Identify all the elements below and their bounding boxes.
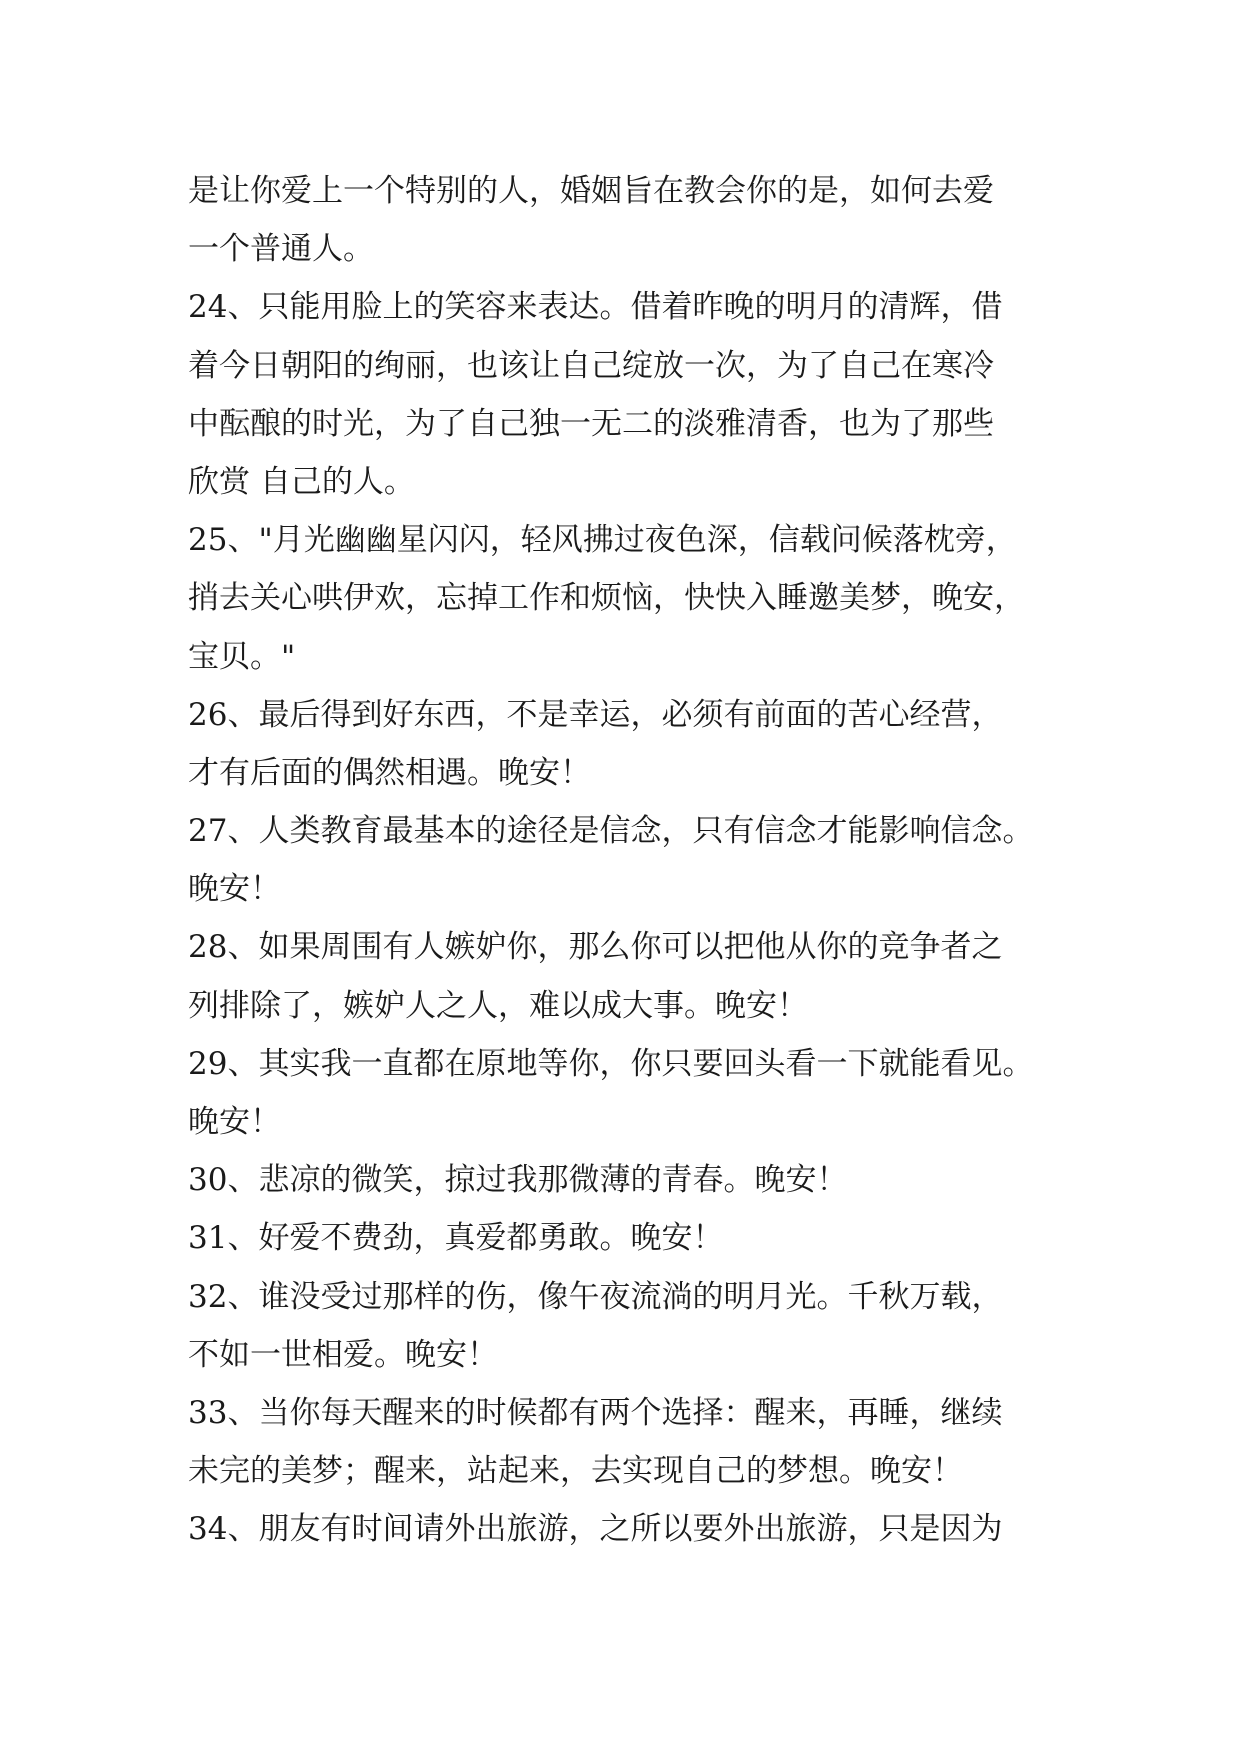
text-line: 一个普通人。 — [188, 231, 374, 268]
text-line: 欣赏 自己的人。 — [188, 463, 415, 500]
text-line: 32、谁没受过那样的伤，像午夜流淌的明月光。千秋万载， — [188, 1278, 1003, 1315]
text-line: 27、人类教育最基本的途径是信念，只有信念才能影响信念。 — [188, 813, 1034, 850]
text-line: 是让你爱上一个特别的人，婚姻旨在教会你的是，如何去爱 — [188, 173, 994, 209]
text-line: 24、只能用脸上的笑容来表达。借着昨晚的明月的清辉，借 — [188, 289, 1003, 326]
text-line: 34、朋友有时间请外出旅游，之所以要外出旅游，只是因为 — [188, 1511, 1003, 1548]
text-line: 30、悲凉的微笑，掠过我那微薄的青春。晚安！ — [188, 1162, 848, 1199]
text-line: 28、如果周围有人嫉妒你，那么你可以把他从你的竞争者之 — [188, 929, 1003, 966]
text-line: 29、其实我一直都在原地等你，你只要回头看一下就能看见。 — [188, 1045, 1034, 1082]
text-line: 33、当你每天醒来的时候都有两个选择：醒来，再睡，继续 — [188, 1394, 1003, 1431]
text-line: 晚安！ — [188, 1104, 281, 1140]
text-line: 中酝酿的时光，为了自己独一无二的淡雅清香，也为了那些 — [188, 405, 994, 442]
text-line: 25、"月光幽幽星闪闪，轻风拂过夜色深，信载问候落枕旁， — [188, 522, 1017, 559]
document-body — [188, 162, 1068, 1559]
text-line: 捎去关心哄伊欢，忘掉工作和烦恼，快快入睡邀美梦，晚安， — [188, 580, 1025, 617]
text-line: 晚安！ — [188, 871, 281, 908]
text-line: 31、好爱不费劲，真爱都勇敢。晚安！ — [188, 1220, 724, 1257]
text-line: 不如一世相爱。晚安！ — [188, 1336, 498, 1373]
text-line: 着今日朝阳的绚丽，也该让自己绽放一次，为了自己在寒冷 — [188, 347, 994, 384]
text-line: 未完的美梦；醒来，站起来，去实现自己的梦想。晚安！ — [188, 1453, 963, 1490]
text-line: 宝贝。" — [188, 638, 296, 675]
text-line: 列排除了，嫉妒人之人，难以成大事。晚安！ — [188, 987, 808, 1024]
text-line: 26、最后得到好东西，不是幸运，必须有前面的苦心经营， — [188, 696, 1003, 733]
text-line: 才有后面的偶然相遇。晚安！ — [188, 754, 591, 791]
